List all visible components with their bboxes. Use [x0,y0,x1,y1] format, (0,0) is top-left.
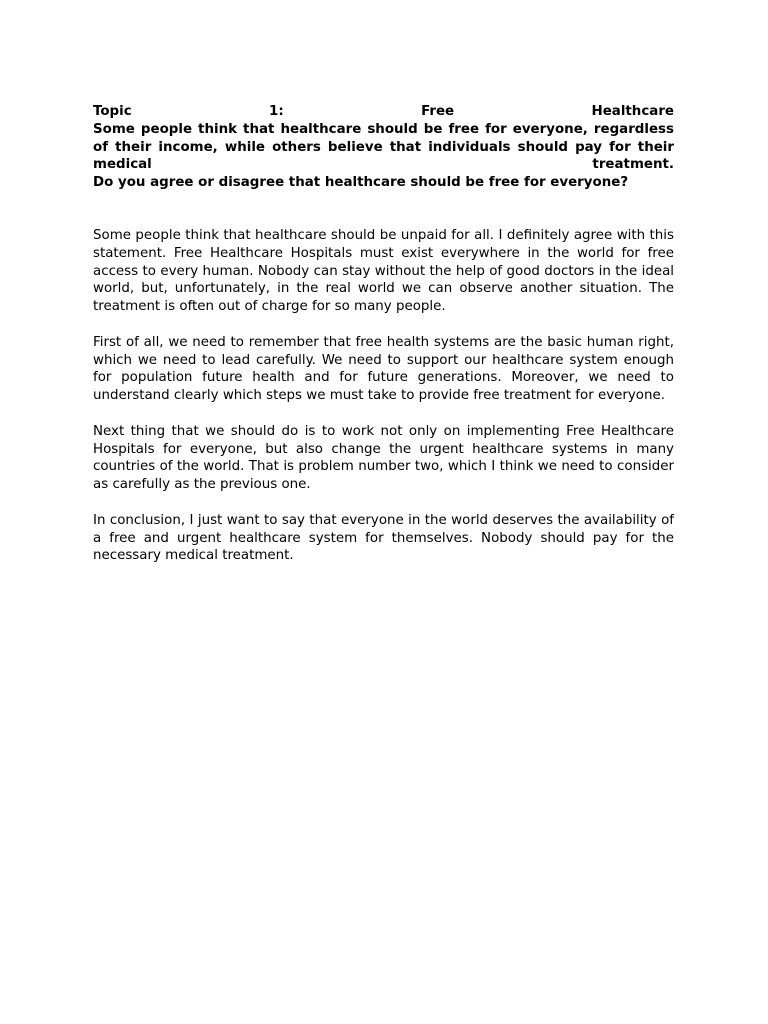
paragraph-conclusion: In conclusion, I just want to say that everyone in the world deserves the availability of a free and urgent healthcare system for themselves. Nobody should pay for the necessary medical treatment. [93,512,674,564]
topic-title: Topic 1: Free Healthcare [93,104,674,119]
prompt-statement: Some people think that healthcare should be free for everyone, regardless of their income, while others believe that individuals should pay for their medical treatment. [93,121,674,173]
paragraph-introduction: Some people think that healthcare should be unpaid for all. I definitely agree with this statement. Free Healthcare Hospitals must exist everywhere in the world for free access to every human. Nobody can stay without the help of good doctors in the ideal world, but, unfortunately, in the real world we can observe another situation. The treatment is often out of charge for so many people. [93,227,674,315]
document-page [93,103,674,583]
essay-prompt [93,103,674,192]
paragraph-first-point: First of all, we need to remember that free health systems are the basic human right, which we need to lead carefully. We need to support our healthcare system enough for population future health and for future generations. Moreover, we need to understand clearly which steps we must take to provide free treatment for everyone. [93,334,674,404]
essay-body [93,227,674,565]
prompt-question: Do you agree or disagree that healthcare should be free for everyone? [93,175,629,191]
paragraph-second-point: Next thing that we should do is to work not only on implementing Free Healthcare Hospitals for everyone, but also change the urgent healthcare systems in many countries of the world. That is problem number two, which I think we need to consider as carefully as the previous one. [93,423,674,493]
